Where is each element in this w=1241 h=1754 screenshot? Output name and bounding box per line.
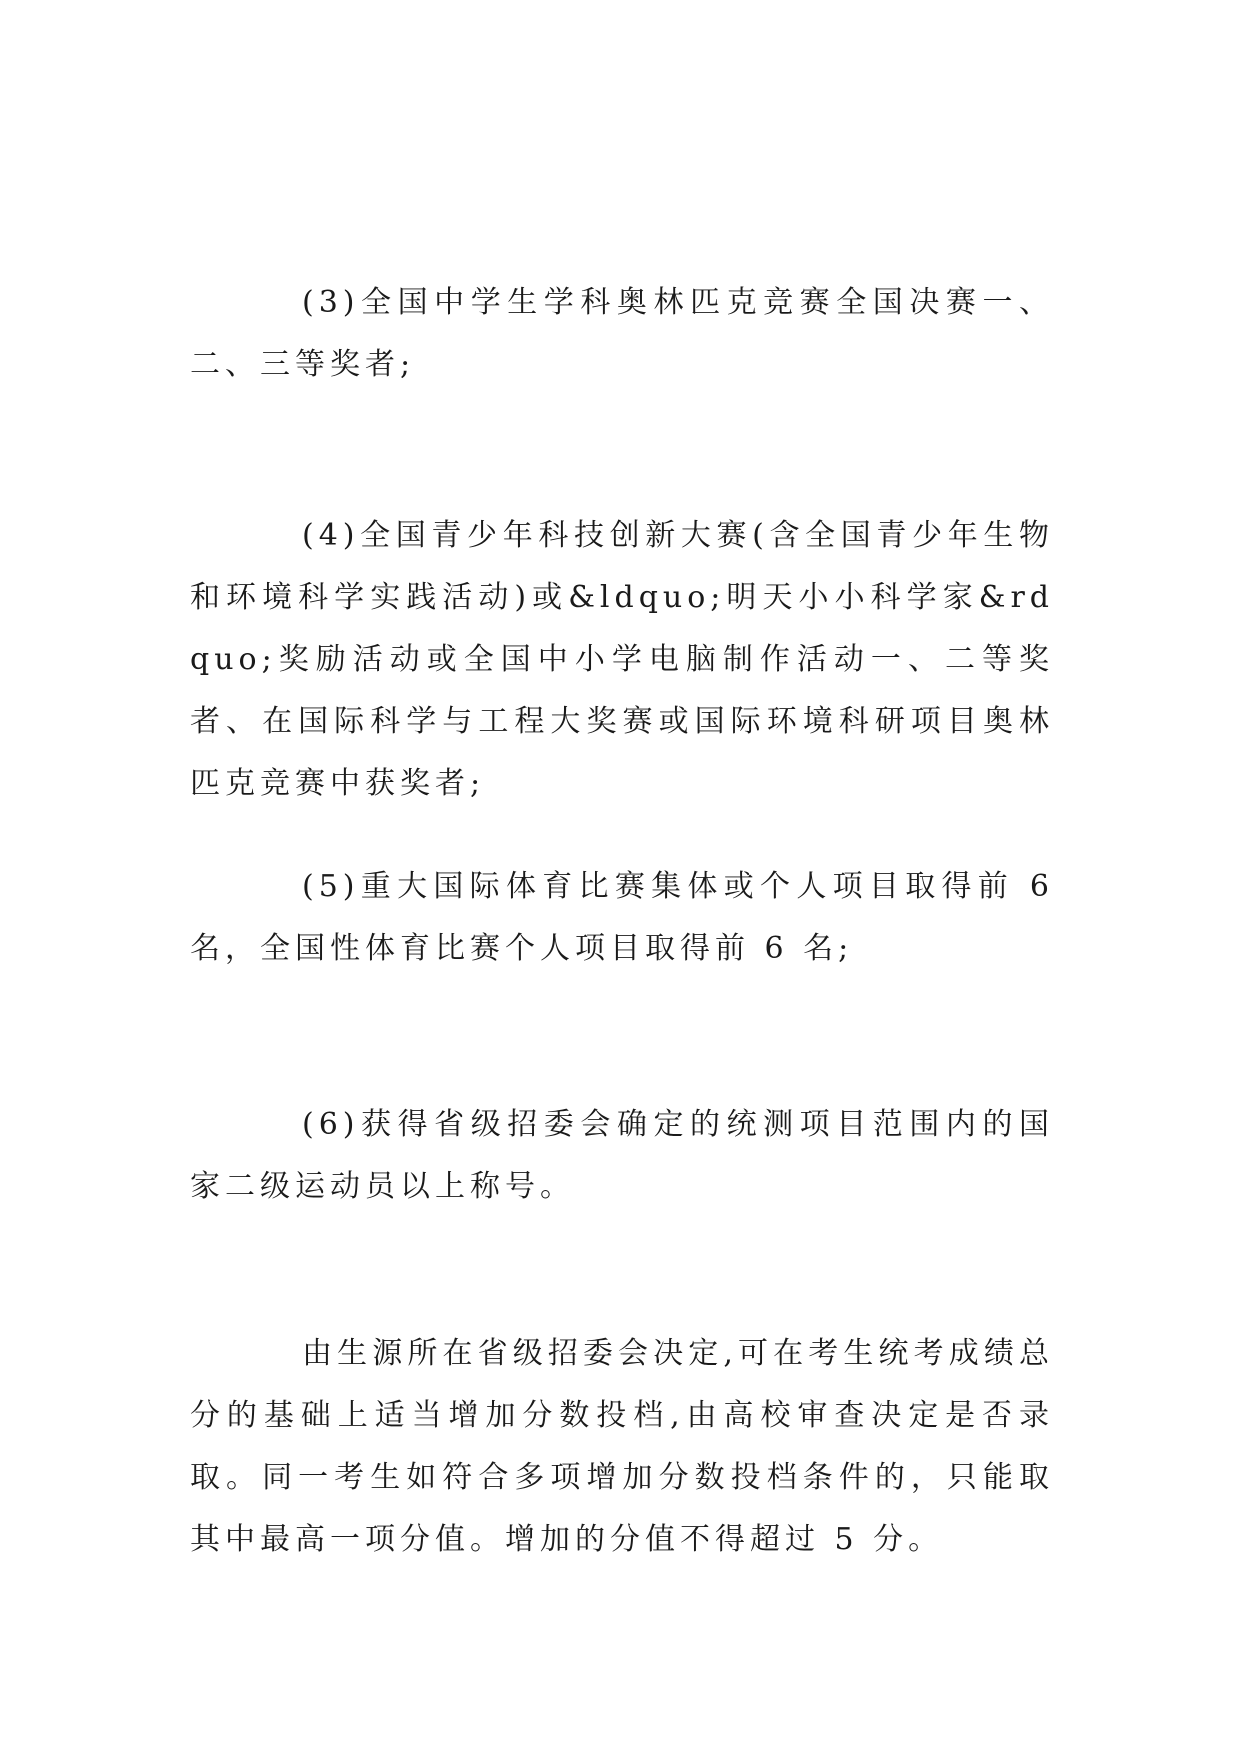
paragraph-bonus-rule: 由生源所在省级招委会决定,可在考生统考成绩总分的基础上适当增加分数投档,由高校审查决定是否录取。同一考生如符合多项增加分数投档条件的，只能取其中最高一项分值。增加的分值不得超过 5 分。 (190, 1336, 1054, 1557)
paragraph-item-5: (5)重大国际体育比赛集体或个人项目取得前 6 名，全国性体育比赛个人项目取得前 6 名; (190, 869, 1054, 966)
paragraph-item-6: (6)获得省级招委会确定的统测项目范围内的国家二级运动员以上称号。 (190, 1107, 1054, 1204)
paragraph-item-4: (4)全国青少年科技创新大赛(含全国青少年生物和环境科学实践活动)或&ldquo;明天小小科学家&rdquo;奖励活动或全国中小学电脑制作活动一、二等奖者、在国际科学与工程大奖赛或国际环境科研项目奥林匹克竞赛中获奖者; (190, 518, 1054, 801)
paragraph-item-3: (3)全国中学生学科奥林匹克竞赛全国决赛一、二、三等奖者; (190, 285, 1054, 382)
